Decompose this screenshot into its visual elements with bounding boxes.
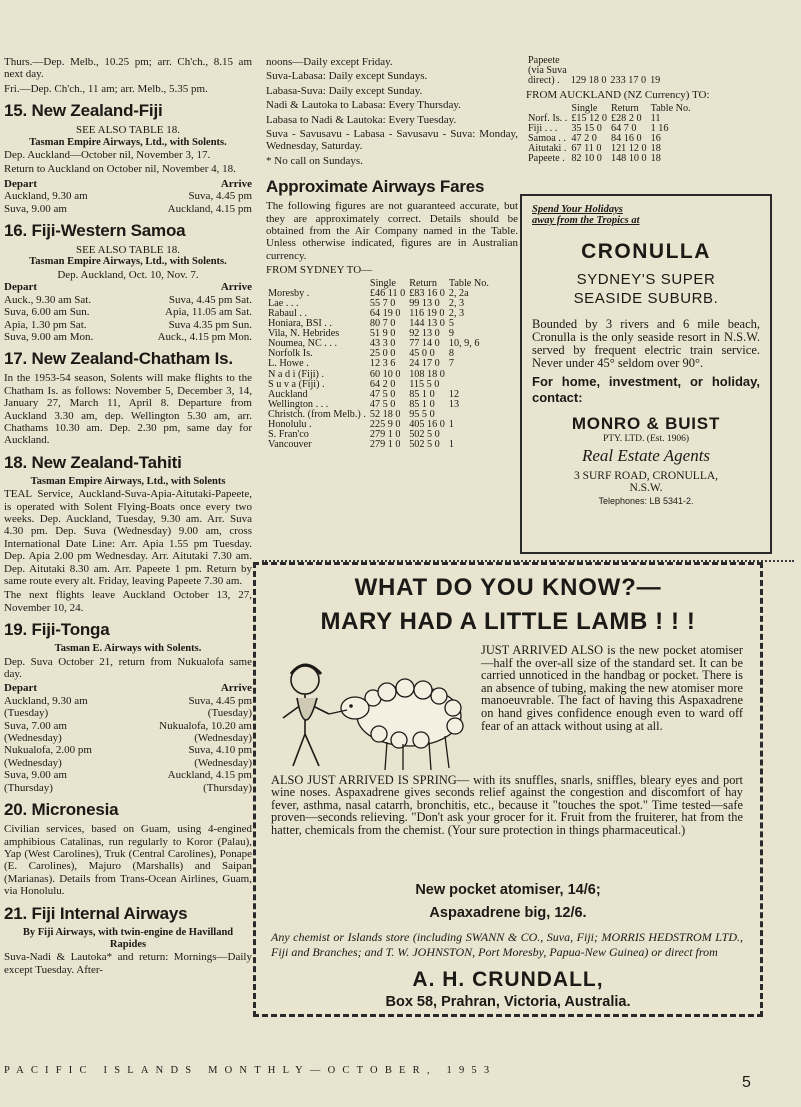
fare-table: 2, 3	[448, 297, 465, 309]
aspaxadrene-advert	[253, 562, 763, 1027]
fare-table: 12	[448, 388, 460, 400]
fares-header-table: Table No.	[650, 102, 691, 114]
fare-single: 67 11 0	[571, 143, 602, 155]
fare-dest: Honiara, BSI . .	[268, 318, 332, 330]
depart-cell: Suva, 6.00 am Sun.	[4, 306, 90, 319]
fare-return: 148 10 0	[610, 153, 647, 165]
depart-cell: Apia, 1.30 pm Sat.	[4, 318, 87, 331]
column-left	[4, 56, 252, 978]
fare-table: 8	[448, 348, 454, 360]
agent-firm-pty: PTY. LTD. (Est. 1906)	[602, 434, 690, 444]
section-20-text: Civilian services, based on Guam, using 4-engined amphibious Catalinas, run regularly to Koror (Palau), Yap (West Carolines), Truk (Central Carolines), Ponape (E. Carolines), Majuro (Marshalls) and Saipan (Marianas). Details from Trans-Ocean Airlines, Guam, via Honolulu.	[4, 823, 252, 898]
fare-single: 82 10 0	[571, 153, 602, 165]
fare-return: 233 17 0	[610, 75, 647, 87]
depart-cell: Auckland, 9.30 am	[4, 190, 88, 203]
depart-cell: Auck., 9.30 am Sat.	[4, 293, 92, 306]
cronulla-contact: For home, investment, or holiday, contact:	[532, 374, 760, 405]
agent-firm-name: MONRO & BUIST	[571, 414, 721, 433]
fare-dest: Aitutaki .	[528, 143, 567, 155]
timetable-row	[4, 720, 252, 732]
section-15-text-2: Return to Auckland on October nil, November 4, 18.	[4, 163, 236, 176]
cronulla-line-2: SEASIDE SUBURB.	[573, 290, 719, 307]
section-21-text: Suva-Nadi & Lautoka* and return: Mornings—Daily except Tuesday. After-	[4, 951, 252, 976]
arrive-cell: Auckland, 4.15 pm	[167, 769, 252, 782]
depart-cell: (Tuesday)	[4, 707, 49, 720]
fare-return: 115 5 0	[409, 378, 440, 390]
lamb-figure	[341, 679, 463, 770]
fare-return: 85 1 0	[409, 388, 435, 400]
fare-table: 11	[650, 112, 661, 124]
fare-table: 13	[448, 398, 460, 410]
page-number: 5	[742, 1074, 751, 1091]
fare-dest: Fiji . . .	[528, 122, 558, 134]
fare-return: 84 16 0	[610, 132, 642, 144]
fare-return: 116 19 0	[409, 307, 445, 319]
fare-table: 2, 2a	[448, 287, 469, 299]
fare-single: £46 11 0	[369, 287, 406, 299]
timetable-row	[4, 707, 252, 719]
fare-dest: (via Suva	[528, 65, 567, 77]
fare-single: 60 10 0	[369, 368, 401, 380]
fare-table: 2, 3	[448, 307, 465, 319]
fare-dest: direct) .	[528, 75, 560, 87]
fares-header-return: Return	[409, 277, 437, 289]
timetable-row	[4, 319, 252, 331]
section-19-head	[4, 682, 252, 694]
internal-line: Labasa-Suva: Daily except Sunday.	[266, 84, 423, 97]
section-18-operator: Tasman Empire Airways, Ltd., with Solents	[30, 475, 226, 487]
fare-dest: Auckland	[268, 388, 308, 400]
fare-table: 18	[650, 143, 661, 155]
column-middle	[266, 56, 518, 450]
arrive-cell: Nukualofa, 10.20 am	[159, 719, 252, 732]
fare-single: 279 1 0	[369, 429, 401, 441]
fares-from-sydney: FROM SYDNEY TO—	[266, 264, 373, 277]
fare-dest: Lae . . .	[268, 297, 299, 309]
from-auckland-heading: FROM AUCKLAND (NZ Currency) TO:	[526, 89, 710, 102]
fare-single: 12 3 6	[369, 358, 396, 370]
fare-return: 144 13 0	[409, 318, 445, 330]
fare-dest: Honolulu .	[268, 419, 312, 430]
fare-return: 502 5 0	[409, 439, 440, 451]
fare-dest: Wellington . . .	[268, 398, 329, 410]
section-18-text-2: The next flights leave Auckland October 13, 27, November 10, 24.	[4, 589, 252, 614]
depart-cell: Suva, 9.00 am Mon.	[4, 330, 94, 343]
fare-single: 52 18 0	[369, 408, 401, 420]
arrive-cell: Suva, 4.45 pm Sat.	[168, 293, 252, 306]
timetable-row	[4, 203, 252, 215]
cronulla-title: CRONULLA	[581, 240, 711, 263]
fare-row	[526, 154, 693, 164]
advertiser-name: A. H. CRUNDALL,	[412, 968, 604, 991]
arrive-cell: Suva, 4.10 pm	[188, 744, 252, 757]
timetable-row	[4, 294, 252, 306]
lamb-headline-2: MARY HAD A LITTLE LAMB ! ! !	[320, 608, 696, 635]
fare-return: 45 0 0	[409, 348, 435, 360]
fare-dest: L. Howe .	[268, 358, 309, 370]
cronulla-line-1: SYDNEY'S SUPER	[576, 271, 716, 288]
arrive-heading: Arrive	[220, 281, 252, 294]
depart-cell: (Wednesday)	[4, 732, 62, 745]
fare-dest: Papeete .	[528, 153, 565, 165]
fare-return: £28 2 0	[610, 112, 642, 124]
arrive-cell: (Tuesday)	[207, 707, 252, 720]
fares-header-single: Single	[571, 102, 598, 114]
agent-address-1: 3 SURF ROAD, CRONULLA,	[573, 470, 719, 482]
arrive-cell: Suva 4.35 pm Sun.	[168, 318, 252, 331]
section-20-title: 20. Micronesia	[4, 800, 119, 820]
depart-heading: Depart	[4, 177, 37, 190]
fare-single: 35 15 0	[571, 122, 602, 134]
section-19-title: 19. Fiji-Tonga	[4, 620, 110, 640]
section-18-title: 18. New Zealand-Tahiti	[4, 452, 182, 472]
fare-table: 9	[448, 328, 454, 340]
depart-heading: Depart	[4, 682, 37, 695]
timetable-row	[4, 757, 252, 769]
fare-table: 16	[650, 132, 661, 144]
fare-table: 1	[448, 419, 454, 430]
fare-table: 10, 9, 6	[448, 338, 480, 350]
section-15-operator: Tasman Empire Airways, Ltd., with Solents.	[29, 136, 227, 148]
fare-dest: N a d i (Fiji) .	[268, 368, 325, 380]
agent-address-2: N.S.W.	[629, 482, 663, 494]
fare-dest: S. Fran'co	[268, 429, 309, 441]
fare-single: £15 12 0	[571, 112, 607, 124]
fare-dest: Samoa . .	[528, 132, 566, 144]
fare-return: 24 17 0	[409, 358, 440, 370]
fare-single: 55 7 0	[369, 297, 396, 309]
fare-return: 95 5 0	[409, 408, 435, 420]
fare-return: 77 14 0	[409, 338, 440, 350]
fare-table: 18	[650, 153, 661, 165]
fare-single: 80 7 0	[369, 318, 396, 330]
fare-row	[526, 76, 662, 86]
fare-dest: Rabaul . .	[268, 307, 308, 319]
agent-telephone: Telephones: LB 5341-2.	[598, 496, 694, 506]
fares-header-return: Return	[610, 102, 639, 114]
column-right	[526, 56, 796, 164]
sydney-fares-table	[266, 279, 491, 451]
section-16-title: 16. Fiji-Western Samoa	[4, 221, 186, 241]
fare-single: 51 9 0	[369, 328, 396, 340]
fare-row	[266, 440, 491, 450]
fare-dest: Christch. (from Melb.) .	[268, 408, 366, 420]
internal-line: Suva-Labasa: Daily except Sundays.	[266, 70, 428, 83]
timetable-row	[4, 732, 252, 744]
section-15-head	[4, 178, 252, 190]
fare-single: 64 2 0	[369, 378, 396, 390]
depart-heading: Depart	[4, 281, 37, 294]
section-19-operator: Tasman E. Airways with Solents.	[54, 643, 202, 655]
internal-note: * No call on Sundays.	[266, 154, 363, 167]
timetable-row	[4, 782, 252, 794]
papeete-fare	[526, 56, 662, 86]
fare-table: 1 16	[650, 122, 669, 134]
intro-line-2: Fri.—Dep. Ch'ch., 11 am; arr. Melb., 5.35 pm.	[4, 82, 208, 95]
internal-line: Suva - Savusavu - Labasa - Savusavu - Suva: Monday, Wednesday, Saturday.	[266, 128, 518, 153]
arrive-heading: Arrive	[220, 177, 252, 190]
cronulla-body: Bounded by 3 rivers and 6 mile beach, Cronulla is the only seaside resort in N.S.W. served by frequent electric train service. Never under 45° seldom over 90°.	[532, 317, 760, 370]
fare-dest: Noumea, NC . . .	[268, 338, 338, 350]
fare-single: 43 3 0	[369, 338, 396, 350]
section-16-see: SEE ALSO TABLE 18.	[75, 244, 181, 257]
fares-intro: The following figures are not guaranteed accurate, but they are approximately correct. Details should be obtained from the Air Company named in the Table. Unless otherwise indicated, figures are in Australian currency.	[266, 200, 518, 262]
section-17-title: 17. New Zealand-Chatham Is.	[4, 349, 233, 369]
fare-single: 47 5 0	[369, 388, 396, 400]
section-21-title: 21. Fiji Internal Airways	[4, 903, 188, 923]
cronulla-tagline-2: away from the Tropics at	[532, 215, 640, 226]
depart-cell: Suva, 9.00 am	[4, 769, 67, 782]
timetable-row	[4, 769, 252, 781]
fare-table: 5	[448, 318, 454, 330]
fare-dest: Norf. Is. .	[528, 112, 568, 124]
fare-single: 47 2 0	[571, 132, 597, 144]
cronulla-tagline-1: Spend Your Holidays	[532, 204, 623, 215]
arrive-cell: Suva, 4.45 pm	[188, 190, 252, 203]
fare-return: £83 16 0	[409, 287, 445, 299]
depart-cell: (Wednesday)	[4, 756, 62, 769]
price-atomiser: New pocket atomiser, 14/6;	[415, 882, 601, 898]
depart-cell: Suva, 9.00 am	[4, 202, 67, 215]
arrive-cell: Apia, 11.05 am Sat.	[165, 306, 252, 319]
arrive-heading: Arrive	[220, 682, 252, 695]
running-footer: PACIFIC ISLANDS MONTHLY—OCTOBER, 1953	[4, 1065, 497, 1076]
arrive-cell: (Wednesday)	[194, 732, 252, 745]
fares-title: Approximate Airways Fares	[266, 177, 485, 197]
section-16-operator: Tasman Empire Airways, Ltd., with Solents.	[29, 256, 227, 268]
section-17-text: In the 1953-54 season, Solents will make flights to the Chatham Is. as follows: November 5, December 3, 14, January 27, March 11, April 8. Departure from Auckland 3.30 am, dep. Wellington 5.30 am, arr. Chathams 10.30 am. Dep. 2.30 pm, same day for Auckland.	[4, 372, 252, 447]
fare-table: 1	[448, 439, 454, 451]
depart-cell: Nukualofa, 2.00 pm	[4, 744, 92, 757]
section-19-text: Dep. Suva October 21, return from Nukualofa same day.	[4, 655, 252, 681]
internal-line: noons—Daily except Friday.	[266, 56, 393, 68]
section-21-operator: By Fiji Airways, with twin-engine de Havilland Rapides	[22, 926, 234, 950]
section-16-head	[4, 281, 252, 293]
lamb-paragraph-1: JUST ARRIVED ALSO is the new pocket atomiser—half the over-all size of the standard set. It can be carried unnoticed in the handbag or pocket. There is an absence of tubing, making the new atomiser more manoeuvrable. The fact of having this Aspaxadrene on hand gives confidence enough even to ward off fear of an attack without using at all.	[481, 643, 743, 733]
fare-single: 279 1 0	[369, 439, 401, 451]
fare-return: 108 18 0	[409, 368, 445, 380]
fare-table: 7	[448, 358, 454, 370]
section-16-dep: Dep. Auckland, Oct. 10, Nov. 7.	[57, 268, 199, 281]
fare-return: 64 7 0	[610, 122, 637, 134]
arrive-cell: Auck., 4.15 pm Mon.	[157, 330, 252, 343]
section-15-title: 15. New Zealand-Fiji	[4, 101, 163, 121]
timetable-row	[4, 306, 252, 318]
fare-dest: S u v a (Fiji) .	[268, 378, 325, 390]
timetable-row	[4, 695, 252, 707]
advertiser-address: Box 58, Prahran, Victoria, Australia.	[385, 994, 631, 1010]
fare-dest: Norfolk Is.	[268, 348, 313, 360]
fare-single: 225 9 0	[369, 419, 401, 430]
section-18-text-1: TEAL Service, Auckland-Suva-Apia-Aitutaki-Papeete, is operated with Solent Flying-Boats once every two weeks. Dep. Auckland, Tuesday, 9.30 am. Arr. Suva 4.30 pm. Dep. Suva (Wednesday) 9.00 am, cross International Date Line: Arr. Apia 1.55 pm Tuesday. Dep. Apia 2.00 pm Wednesday. Arr. Aitutaki 7.30 am. Dep. Aitutaki 8.30 am. Arr. Papeete 1 pm. Return by same route every alt. Friday, leaving Papeete 7.30 am.	[4, 488, 252, 587]
fare-single: 64 19 0	[369, 307, 401, 319]
fare-dest: Moresby .	[268, 287, 310, 299]
intro-line-1: Thurs.—Dep. Melb., 10.25 pm; arr. Ch'ch., 8.15 am next day.	[4, 56, 252, 81]
girl-with-lamb-illustration	[269, 638, 487, 778]
cronulla-advert	[520, 194, 772, 554]
internal-line: Nadi & Lautoka to Labasa: Every Thursday.	[266, 99, 461, 112]
depart-cell: Auckland, 9.30 am	[4, 694, 88, 707]
fare-table	[447, 370, 491, 380]
stockists-text: Any chemist or Islands store (including SWANN & CO., Suva, Fiji; MORRIS HEDSTROM LTD., Fiji and Branches; and T. W. JOHNSTON, Port Moresby, Papua-New Guinea) or direct from	[271, 930, 743, 959]
fare-single: 25 0 0	[369, 348, 396, 360]
depart-cell: Suva, 7.00 am	[4, 719, 67, 732]
fare-single: 47 5 0	[369, 398, 396, 410]
timetable-row	[4, 190, 252, 202]
arrive-cell: Auckland, 4.15 pm	[167, 202, 252, 215]
fare-return: 99 13 0	[409, 297, 440, 309]
fare-return: 92 13 0	[409, 328, 440, 340]
fare-table: 19	[650, 75, 661, 87]
section-15-text-1: Dep. Auckland—October nil, November 3, 17.	[4, 149, 211, 162]
internal-line: Labasa to Nadi & Lautoka: Every Tuesday.	[266, 113, 457, 126]
fare-dest: Vila, N. Hebrides	[268, 328, 340, 340]
fares-header-single: Single	[369, 277, 396, 289]
agent-description: Real Estate Agents	[581, 446, 711, 465]
lamb-paragraph-2: ALSO JUST ARRIVED IS SPRING— with its snuffles, snarls, sniffles, bleary eyes and port wine noses. Aspaxadrene gives seconds relief against the congestion and discomfort of hay fever, asthma, nasal catarrh, bronchitis, etc., because it "touches the spot." Time tested—safe proven—seconds relieving. "Don't ask your grocer for it. Fruit from the fruiterer, hat from the hatter, chemicals from the chemist. (Your sure protection in things pharmaceutical.)	[271, 773, 743, 837]
fare-return: 502 5 0	[409, 429, 440, 441]
fare-return: 405 16 0	[409, 419, 445, 430]
arrive-cell: (Thursday)	[203, 781, 252, 794]
section-15-see: SEE ALSO TABLE 18.	[75, 124, 181, 137]
fare-dest: Vancouver	[268, 439, 312, 451]
price-aspaxadrene: Aspaxadrene big, 12/6.	[429, 905, 587, 921]
fare-single: 129 18 0	[570, 75, 607, 87]
fare-dest: Papeete	[528, 55, 560, 66]
timetable-row	[4, 744, 252, 756]
lamb-headline-1: WHAT DO YOU KNOW?—	[354, 574, 662, 601]
depart-cell: (Thursday)	[4, 781, 53, 794]
auckland-fares-table	[526, 104, 693, 165]
timetable-row	[4, 331, 252, 343]
fare-return: 121 12 0	[610, 143, 647, 155]
arrive-cell: (Wednesday)	[194, 756, 252, 769]
fare-return: 85 1 0	[409, 398, 435, 410]
arrive-cell: Suva, 4.45 pm	[188, 694, 252, 707]
fares-header-table: Table No.	[448, 277, 489, 289]
